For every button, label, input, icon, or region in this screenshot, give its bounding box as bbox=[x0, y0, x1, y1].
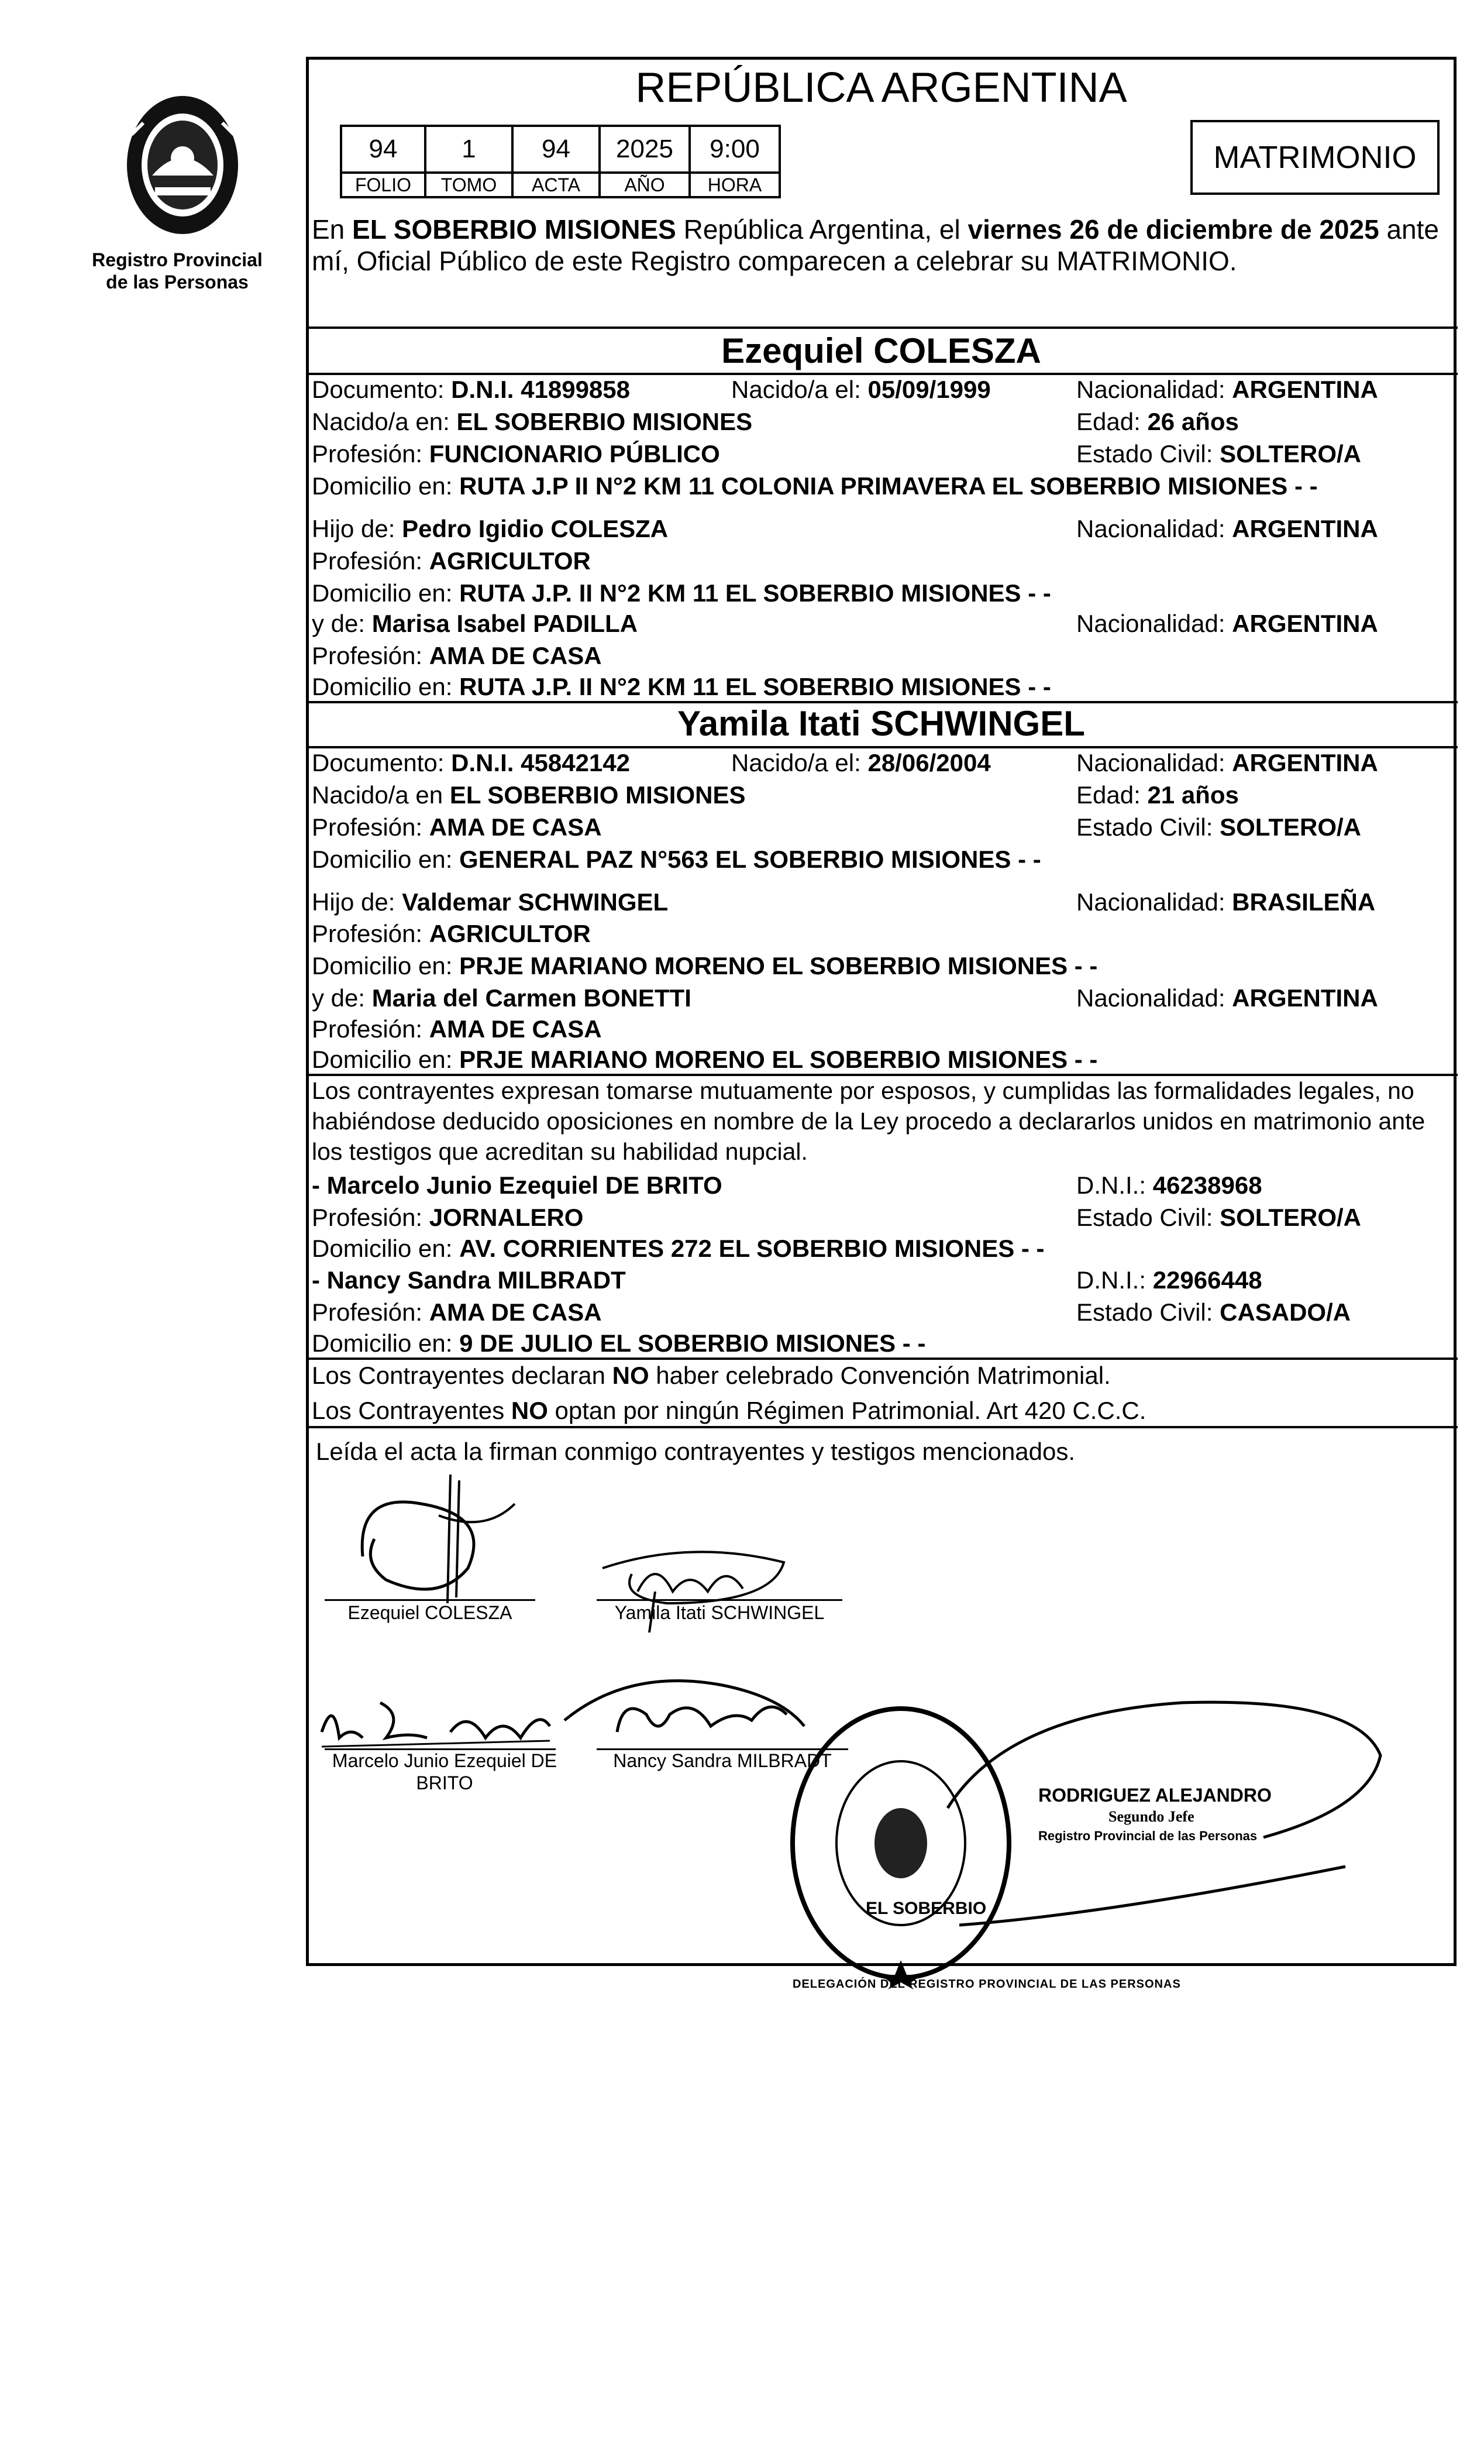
bride-mother-domicilio bbox=[312, 1044, 1097, 1075]
label: Nacionalidad: bbox=[1076, 376, 1232, 403]
label: Estado Civil: bbox=[1076, 440, 1220, 468]
groom-name: Ezequiel COLESZA bbox=[721, 331, 1041, 370]
value: 05/09/1999 bbox=[867, 376, 991, 403]
tomo-value: 1 bbox=[425, 126, 512, 173]
ano-label: AÑO bbox=[600, 173, 690, 197]
label: Estado Civil: bbox=[1076, 813, 1220, 841]
value: EL SOBERBIO MISIONES bbox=[456, 408, 753, 435]
hora-value: 9:00 bbox=[690, 126, 780, 173]
groom-profesion bbox=[312, 439, 720, 469]
value: 21 años bbox=[1147, 781, 1239, 809]
groom-mother-profesion bbox=[312, 641, 602, 671]
label: Edad: bbox=[1076, 408, 1148, 435]
label: Nacionalidad: bbox=[1076, 749, 1232, 776]
label: Domicilio en: bbox=[312, 673, 460, 700]
groom-father-nacionalidad bbox=[1076, 514, 1378, 544]
label: Profesión: bbox=[312, 813, 429, 841]
label: Estado Civil: bbox=[1076, 1298, 1220, 1326]
value: RUTA J.P. II N°2 KM 11 EL SOBERBIO MISIONES - - bbox=[459, 579, 1051, 607]
witness-2-domicilio bbox=[312, 1328, 925, 1359]
label: D.N.I.: bbox=[1076, 1266, 1153, 1294]
divider bbox=[308, 1358, 1458, 1360]
groom-edad bbox=[1076, 407, 1239, 437]
officer-role: Segundo Jefe bbox=[1108, 1808, 1194, 1825]
record-type-badge: MATRIMONIO bbox=[1190, 120, 1440, 195]
registry-line-2: de las Personas bbox=[106, 272, 249, 293]
bride-documento bbox=[312, 748, 630, 778]
divider bbox=[308, 327, 1458, 329]
text: optan por ningún Régimen Patrimonial. Art 420 C.C.C. bbox=[548, 1397, 1146, 1424]
bride-edad bbox=[1076, 780, 1239, 810]
value: 46238968 bbox=[1152, 1171, 1262, 1199]
text: Los Contrayentes bbox=[312, 1397, 511, 1424]
label: Nacido/a el: bbox=[731, 749, 868, 776]
groom-documento bbox=[312, 374, 630, 405]
value: Pedro Igidio COLESZA bbox=[402, 515, 669, 542]
groom-father-profesion bbox=[312, 546, 591, 576]
record-header-table bbox=[340, 125, 781, 198]
intro-text: En bbox=[312, 214, 353, 245]
value: RUTA J.P. II N°2 KM 11 EL SOBERBIO MISIONES - - bbox=[459, 673, 1051, 700]
witness-2-dni bbox=[1076, 1265, 1262, 1295]
officer-org: Registro Provincial de las Personas bbox=[1038, 1829, 1258, 1843]
bride-signature-line bbox=[597, 1599, 842, 1601]
bride-mother-profesion bbox=[312, 1014, 602, 1044]
text: haber celebrado Convención Matrimonial. bbox=[649, 1362, 1111, 1389]
bride-mother-nacionalidad bbox=[1076, 983, 1378, 1013]
text: Los Contrayentes declaran bbox=[312, 1362, 612, 1389]
label: Domicilio en: bbox=[312, 472, 460, 500]
bride-signature-label: Yamila Itati SCHWINGEL bbox=[614, 1602, 825, 1623]
label: Profesión: bbox=[312, 1204, 429, 1231]
declaration-line-2: habiéndose deducido oposiciones en nombre de la Ley procedo a declararlos unidos en matrimonio ante bbox=[312, 1108, 1426, 1135]
groom-mother-nacionalidad bbox=[1076, 609, 1378, 639]
groom-mother-domicilio bbox=[312, 672, 1051, 702]
label: D.N.I.: bbox=[1076, 1171, 1153, 1199]
label: Nacionalidad: bbox=[1076, 515, 1232, 542]
value: ARGENTINA bbox=[1232, 984, 1378, 1012]
value: SOLTERO/A bbox=[1220, 813, 1361, 841]
groom-father bbox=[312, 514, 668, 544]
label: Hijo de: bbox=[312, 515, 402, 542]
intro-line-2: mí, Oficial Público de este Registro comparecen a celebrar su MATRIMONIO. bbox=[312, 246, 1237, 276]
intro-line-1 bbox=[312, 214, 1439, 245]
value: FUNCIONARIO PÚBLICO bbox=[429, 440, 720, 468]
value: ARGENTINA bbox=[1232, 610, 1378, 637]
label: Documento: bbox=[312, 376, 452, 403]
hora-label: HORA bbox=[690, 173, 780, 197]
witness-2-signature-label: Nancy Sandra MILBRADT bbox=[613, 1750, 832, 1771]
bride-nacido-en bbox=[312, 780, 745, 810]
folio-label: FOLIO bbox=[341, 173, 425, 197]
witness-1-estado-civil bbox=[1076, 1202, 1361, 1233]
value: D.N.I. 41899858 bbox=[451, 376, 630, 403]
intro-text: ante bbox=[1379, 214, 1439, 245]
value: BRASILEÑA bbox=[1232, 888, 1376, 916]
witness-2-name: - Nancy Sandra MILBRADT bbox=[312, 1266, 626, 1294]
folio-value: 94 bbox=[341, 126, 425, 173]
value: ARGENTINA bbox=[1232, 749, 1378, 776]
label: Nacido/a en bbox=[312, 781, 450, 809]
label: Profesión: bbox=[312, 440, 429, 468]
value: 9 DE JULIO EL SOBERBIO MISIONES - - bbox=[459, 1329, 926, 1357]
value: 22966448 bbox=[1152, 1266, 1262, 1294]
label: Domicilio en: bbox=[312, 1046, 460, 1073]
label: Nacionalidad: bbox=[1076, 984, 1232, 1012]
bride-domicilio bbox=[312, 844, 1041, 875]
declaration-line-1: Los contrayentes expresan tomarse mutuamente por esposos, y cumplidas las formalidades legales, no bbox=[312, 1077, 1414, 1104]
witness-1-profesion bbox=[312, 1202, 583, 1233]
value: SOLTERO/A bbox=[1220, 1204, 1361, 1231]
bride-nacionalidad bbox=[1076, 748, 1378, 778]
declaration-line-3: los testigos que acreditan su habilidad nupcial. bbox=[312, 1138, 808, 1165]
label: Profesión: bbox=[312, 1298, 429, 1326]
value: D.N.I. 45842142 bbox=[451, 749, 630, 776]
label: y de: bbox=[312, 984, 372, 1012]
divider bbox=[308, 1426, 1458, 1428]
label: Estado Civil: bbox=[1076, 1204, 1220, 1231]
groom-nacionalidad bbox=[1076, 374, 1378, 405]
label: Domicilio en: bbox=[312, 579, 460, 607]
label: Nacionalidad: bbox=[1076, 888, 1232, 916]
value: SOLTERO/A bbox=[1220, 440, 1361, 468]
bride-profesion bbox=[312, 812, 602, 843]
groom-mother bbox=[312, 609, 638, 639]
officer-name: RODRIGUEZ ALEJANDRO bbox=[1038, 1785, 1272, 1806]
value: Valdemar SCHWINGEL bbox=[402, 888, 669, 916]
regime-line-1 bbox=[312, 1360, 1111, 1391]
label: Profesión: bbox=[312, 920, 429, 947]
value: ARGENTINA bbox=[1232, 515, 1378, 542]
label: Nacionalidad: bbox=[1076, 610, 1232, 637]
label: Hijo de: bbox=[312, 888, 402, 916]
value: GENERAL PAZ N°563 EL SOBERBIO MISIONES - - bbox=[459, 846, 1041, 873]
acta-value: 94 bbox=[512, 126, 600, 173]
groom-nacido-en bbox=[312, 407, 752, 437]
value: JORNALERO bbox=[429, 1204, 584, 1231]
label: Profesión: bbox=[312, 642, 429, 669]
regime-line-2 bbox=[312, 1396, 1146, 1426]
bride-nacido-el bbox=[731, 748, 991, 778]
label: Profesión: bbox=[312, 1015, 429, 1043]
value: Maria del Carmen BONETTI bbox=[371, 984, 691, 1012]
acta-label: ACTA bbox=[512, 173, 600, 197]
groom-signature-label: Ezequiel COLESZA bbox=[347, 1602, 512, 1623]
text-bold: NO bbox=[612, 1362, 649, 1389]
value: AGRICULTOR bbox=[429, 547, 591, 575]
registry-line-1: Registro Provincial bbox=[92, 249, 263, 270]
tomo-label: TOMO bbox=[425, 173, 512, 197]
groom-nacido-el bbox=[731, 374, 991, 405]
bride-father-nacionalidad bbox=[1076, 887, 1375, 917]
groom-estado-civil bbox=[1076, 439, 1361, 469]
bride-name: Yamila Itati SCHWINGEL bbox=[677, 704, 1085, 743]
value: ARGENTINA bbox=[1232, 376, 1378, 403]
closing-text: Leída el acta la firman conmigo contrayentes y testigos mencionados. bbox=[316, 1438, 1076, 1465]
witness-1-signature bbox=[316, 1691, 556, 1755]
groom-signature bbox=[351, 1469, 526, 1609]
groom-domicilio bbox=[312, 471, 1318, 501]
label: Nacido/a en: bbox=[312, 408, 457, 435]
label: Nacido/a el: bbox=[731, 376, 868, 403]
value: CASADO/A bbox=[1220, 1298, 1351, 1326]
intro-date: viernes 26 de diciembre de 2025 bbox=[967, 214, 1379, 245]
value: AMA DE CASA bbox=[429, 1298, 602, 1326]
intro-place: EL SOBERBIO MISIONES bbox=[352, 214, 676, 245]
witness-1-dni bbox=[1076, 1170, 1262, 1201]
value: AV. CORRIENTES 272 EL SOBERBIO MISIONES - - bbox=[459, 1235, 1045, 1262]
bride-father bbox=[312, 887, 668, 917]
intro-text: República Argentina, el bbox=[676, 214, 968, 245]
witness-2-estado-civil bbox=[1076, 1297, 1351, 1328]
registry-name bbox=[81, 249, 274, 293]
value: Marisa Isabel PADILLA bbox=[371, 610, 638, 637]
stamp-round-text: DELEGACIÓN DEL REGISTRO PROVINCIAL DE LAS PERSONAS bbox=[793, 1978, 1181, 1991]
value: 28/06/2004 bbox=[867, 749, 991, 776]
label: Documento: bbox=[312, 749, 452, 776]
value: RUTA J.P II N°2 KM 11 COLONIA PRIMAVERA EL SOBERBIO MISIONES - - bbox=[459, 472, 1318, 500]
stamp-center-text: EL SOBERBIO bbox=[866, 1899, 987, 1918]
page-title: REPÚBLICA ARGENTINA bbox=[635, 64, 1127, 111]
witness-1-signature-label: Marcelo Junio Ezequiel DE BRITO bbox=[332, 1750, 557, 1793]
value: 26 años bbox=[1147, 408, 1239, 435]
witness-2-profesion bbox=[312, 1297, 602, 1328]
value: AGRICULTOR bbox=[429, 920, 591, 947]
value: AMA DE CASA bbox=[429, 813, 602, 841]
bride-mother bbox=[312, 983, 691, 1013]
label: y de: bbox=[312, 610, 372, 637]
ano-value: 2025 bbox=[600, 126, 690, 173]
label: Domicilio en: bbox=[312, 1235, 460, 1262]
label: Domicilio en: bbox=[312, 846, 460, 873]
label: Edad: bbox=[1076, 781, 1148, 809]
label: Domicilio en: bbox=[312, 1329, 460, 1357]
groom-signature-line bbox=[325, 1599, 535, 1601]
witness-1-domicilio bbox=[312, 1233, 1045, 1264]
misiones-seal-icon bbox=[120, 88, 246, 243]
value: AMA DE CASA bbox=[429, 1015, 602, 1043]
witness-1-name: - Marcelo Junio Ezequiel DE BRITO bbox=[312, 1171, 722, 1199]
value: PRJE MARIANO MORENO EL SOBERBIO MISIONES - - bbox=[459, 1046, 1098, 1073]
label: Domicilio en: bbox=[312, 952, 460, 980]
groom-father-domicilio bbox=[312, 578, 1051, 609]
bride-estado-civil bbox=[1076, 812, 1361, 843]
text-bold: NO bbox=[511, 1397, 548, 1424]
bride-father-profesion bbox=[312, 919, 591, 949]
value: EL SOBERBIO MISIONES bbox=[449, 781, 746, 809]
value: AMA DE CASA bbox=[429, 642, 602, 669]
province-seal-logo bbox=[120, 88, 246, 243]
label: Profesión: bbox=[312, 547, 429, 575]
value: PRJE MARIANO MORENO EL SOBERBIO MISIONES - - bbox=[459, 952, 1098, 980]
bride-father-domicilio bbox=[312, 951, 1097, 981]
